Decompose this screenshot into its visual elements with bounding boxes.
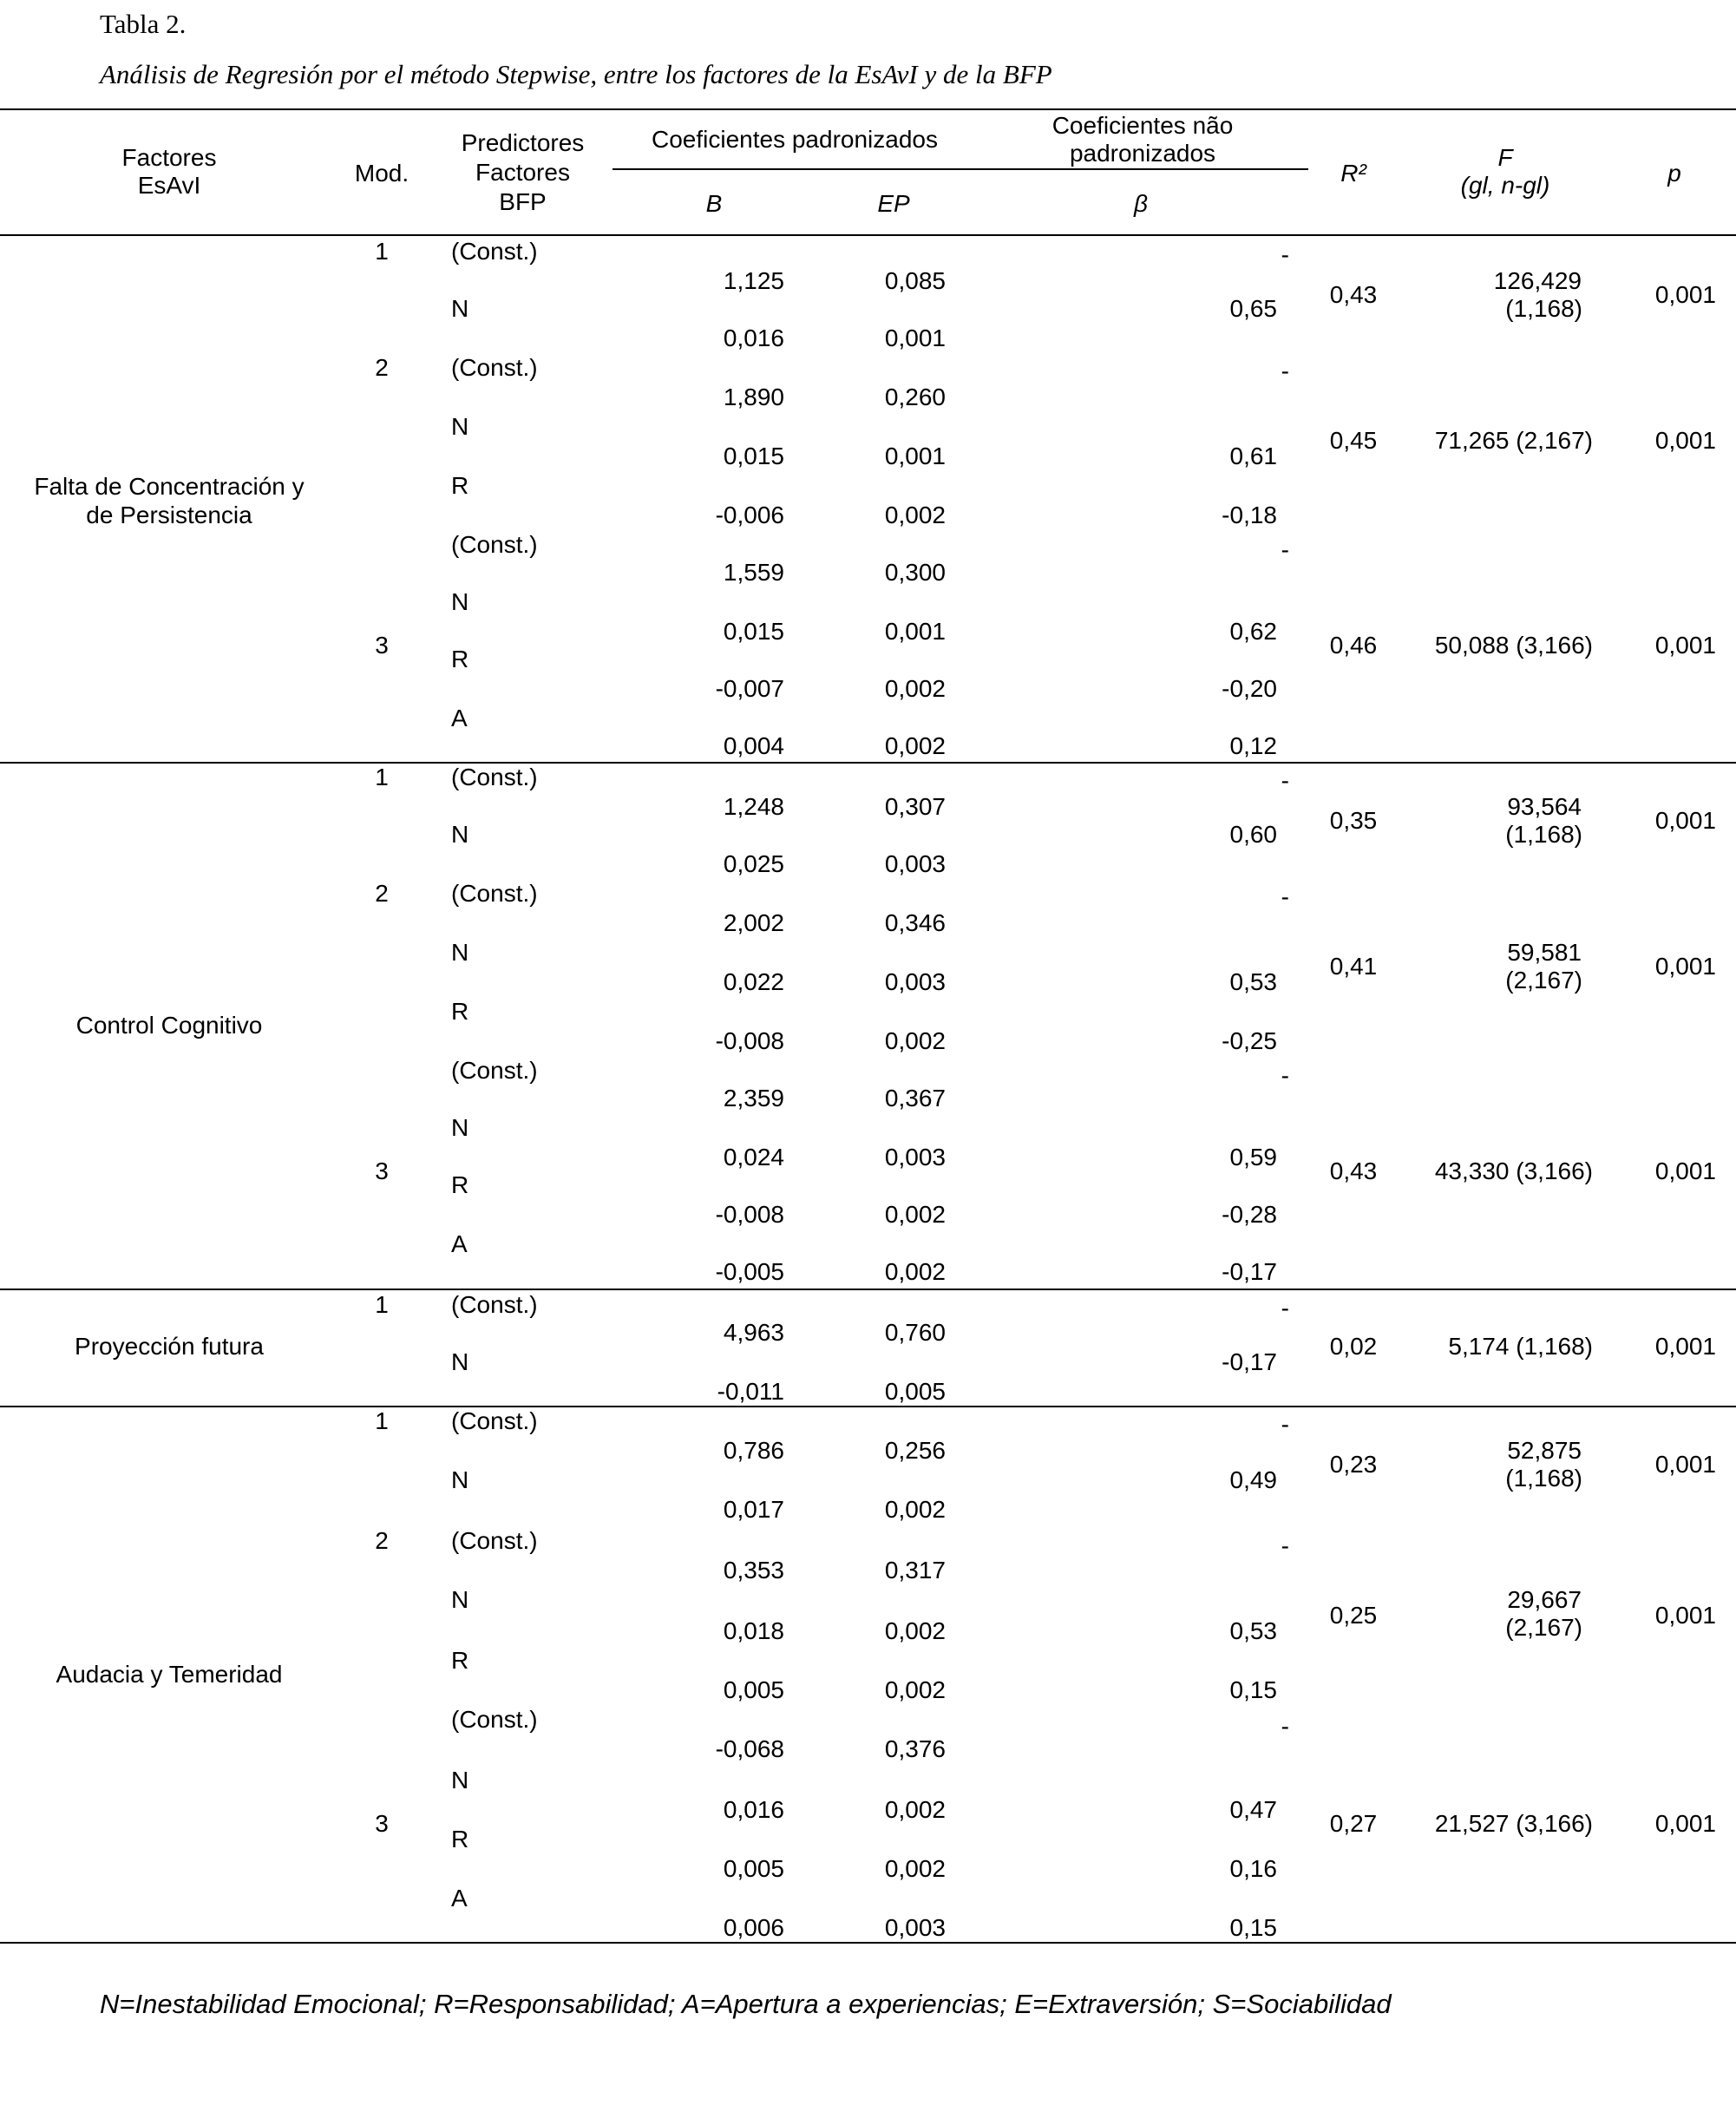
p-value: 0,001 <box>1654 281 1716 308</box>
coef-b-value: -0,068 <box>715 1735 784 1762</box>
p-value: 0,001 <box>1654 1810 1716 1837</box>
predictor-label: R <box>451 1647 469 1674</box>
coef-beta-value: 0,15 <box>1229 1676 1277 1703</box>
coef-ep-value: 0,002 <box>884 1617 946 1644</box>
coef-ep-value: 0,002 <box>884 1796 946 1823</box>
coef-b-value: 1,890 <box>723 384 784 410</box>
coef-b-value: 1,559 <box>723 559 784 586</box>
r2-value: 0,25 <box>1329 1602 1378 1629</box>
header-bottom-rule <box>0 234 1736 236</box>
predictor-label: N <box>451 939 469 966</box>
predictor-label: A <box>451 1885 468 1912</box>
model-number: 2 <box>375 880 389 907</box>
header-factores: Factores <box>121 144 217 171</box>
factor-label: Falta de Concentración y <box>34 473 305 500</box>
header-gl: (gl, n-gl) <box>1460 172 1550 199</box>
coef-beta-value: -0,18 <box>1222 502 1277 528</box>
f-value: (1,168) <box>1505 1465 1582 1492</box>
coef-b-value: -0,008 <box>715 1201 784 1228</box>
coef-beta-value: -0,20 <box>1222 675 1277 702</box>
coef-beta-value: -0,17 <box>1222 1348 1277 1375</box>
coef-ep-value: 0,002 <box>884 732 946 759</box>
f-value: 5,174 (1,168) <box>1448 1333 1593 1360</box>
model-number: 1 <box>375 238 389 265</box>
predictor-label: N <box>451 1767 469 1794</box>
model-number: 2 <box>375 354 389 381</box>
coef-beta-value: 0,59 <box>1229 1144 1277 1171</box>
predictor-label: (Const.) <box>451 1527 538 1554</box>
coef-ep-value: 0,317 <box>884 1557 946 1584</box>
p-value: 0,001 <box>1654 1602 1716 1629</box>
coef-ep-value: 0,002 <box>884 1258 946 1285</box>
coef-ep-value: 0,376 <box>884 1735 946 1762</box>
header-p: p <box>1667 160 1681 187</box>
factor-label: Audacia y Temeridad <box>56 1661 283 1688</box>
factor-label: Control Cognitivo <box>75 1012 263 1039</box>
coef-ep-value: 0,300 <box>884 559 946 586</box>
factor-label: de Persistencia <box>86 502 252 528</box>
coef-b-value: 0,005 <box>723 1676 784 1703</box>
predictor-label: (Const.) <box>451 1706 538 1733</box>
predictor-label: (Const.) <box>451 1291 538 1318</box>
coef-b-value: 0,004 <box>723 732 784 759</box>
coef-b-value: 2,002 <box>723 909 784 936</box>
coef-b-value: 0,016 <box>723 1796 784 1823</box>
r2-value: 0,45 <box>1329 427 1378 454</box>
group-bottom-rule <box>0 762 1736 764</box>
header-coef-padronizados: Coeficientes padronizados <box>652 126 938 153</box>
model-number: 3 <box>375 1157 389 1184</box>
coef-beta-value: - <box>1281 357 1289 384</box>
coef-beta-value: - <box>1281 1532 1289 1559</box>
coef-b-value: -0,011 <box>717 1378 784 1405</box>
model-number: 3 <box>375 1810 389 1837</box>
predictor-label: R <box>451 646 469 672</box>
coef-ep-value: 0,260 <box>884 384 946 410</box>
coef-b-value: 0,024 <box>723 1144 784 1171</box>
f-value: 43,330 (3,166) <box>1434 1157 1593 1184</box>
coef-beta-value: 0,47 <box>1229 1796 1277 1823</box>
f-value: 93,564 <box>1507 793 1582 820</box>
coef-b-value: 4,963 <box>723 1319 784 1346</box>
model-number: 3 <box>375 632 389 659</box>
coef-beta-value: 0,61 <box>1229 443 1277 469</box>
predictor-label: (Const.) <box>451 531 538 558</box>
group-bottom-rule <box>0 1289 1736 1290</box>
coef-ep-value: 0,002 <box>884 502 946 528</box>
header-ep: EP <box>877 190 910 217</box>
predictor-label: A <box>451 1230 468 1257</box>
f-value: (1,168) <box>1505 295 1582 322</box>
coef-ep-value: 0,346 <box>884 909 946 936</box>
group-bottom-rule <box>0 1406 1736 1407</box>
coef-b-value: 0,786 <box>723 1437 784 1464</box>
coef-ep-value: 0,003 <box>884 1914 946 1941</box>
predictor-label: N <box>451 1466 469 1493</box>
coef-beta-value: - <box>1281 1713 1289 1740</box>
header-beta: β <box>1134 190 1148 217</box>
predictor-label: R <box>451 1171 469 1198</box>
coef-beta-value: 0,65 <box>1229 295 1277 322</box>
p-value: 0,001 <box>1654 1333 1716 1360</box>
f-value: 59,581 <box>1507 939 1582 966</box>
model-number: 2 <box>375 1527 389 1554</box>
p-value: 0,001 <box>1654 1157 1716 1184</box>
predictor-label: N <box>451 588 469 615</box>
predictor-label: N <box>451 1586 469 1613</box>
coef-ep-value: 0,002 <box>884 1676 946 1703</box>
r2-value: 0,41 <box>1329 953 1378 980</box>
header-coef-nao-1: Coeficientes não <box>1051 112 1234 139</box>
f-value: 50,088 (3,166) <box>1434 632 1593 659</box>
coef-beta-value: 0,53 <box>1229 968 1277 995</box>
predictor-label: A <box>451 705 468 731</box>
header-predictores-factores: Factores <box>475 159 570 186</box>
predictor-label: (Const.) <box>451 880 538 907</box>
coef-b-value: 1,125 <box>723 267 784 294</box>
header-coef-nao-2: padronizados <box>1069 140 1216 167</box>
p-value: 0,001 <box>1654 953 1716 980</box>
coef-ep-value: 0,367 <box>884 1085 946 1112</box>
r2-value: 0,46 <box>1329 632 1378 659</box>
header-predictores-bfp: BFP <box>499 188 547 215</box>
p-value: 0,001 <box>1654 1451 1716 1478</box>
coef-b-value: 0,015 <box>723 618 784 645</box>
coef-ep-value: 0,001 <box>884 443 946 469</box>
r2-value: 0,27 <box>1329 1810 1378 1837</box>
predictor-label: (Const.) <box>451 354 538 381</box>
r2-value: 0,23 <box>1329 1451 1378 1478</box>
coef-beta-value: - <box>1281 883 1289 910</box>
coef-b-value: 0,018 <box>723 1617 784 1644</box>
f-value: 71,265 (2,167) <box>1434 427 1593 454</box>
coef-ep-value: 0,002 <box>884 675 946 702</box>
coef-beta-value: -0,17 <box>1222 1258 1277 1285</box>
coef-ep-value: 0,001 <box>884 325 946 351</box>
coef-b-value: -0,006 <box>715 502 784 528</box>
coef-ep-value: 0,760 <box>884 1319 946 1346</box>
r2-value: 0,35 <box>1329 807 1378 834</box>
table-top-rule <box>0 108 1736 110</box>
table-label: Tabla 2. <box>100 9 187 39</box>
p-value: 0,001 <box>1654 632 1716 659</box>
coef-b-value: 0,005 <box>723 1855 784 1882</box>
header-f: F <box>1497 144 1513 171</box>
coef-beta-value: - <box>1281 241 1289 268</box>
coef-ep-value: 0,002 <box>884 1027 946 1054</box>
coef-b-value: 2,359 <box>723 1085 784 1112</box>
p-value: 0,001 <box>1654 807 1716 834</box>
predictor-label: (Const.) <box>451 1407 538 1434</box>
predictor-label: N <box>451 821 469 848</box>
predictor-label: R <box>451 1826 469 1853</box>
predictor-label: N <box>451 413 469 440</box>
coef-beta-value: 0,49 <box>1229 1466 1277 1493</box>
coef-ep-value: 0,001 <box>884 618 946 645</box>
coef-ep-value: 0,003 <box>884 850 946 877</box>
coef-b-value: -0,007 <box>715 675 784 702</box>
header-b: B <box>705 190 723 217</box>
f-value: (2,167) <box>1505 1614 1582 1641</box>
coef-ep-value: 0,002 <box>884 1201 946 1228</box>
predictor-label: N <box>451 295 469 322</box>
coef-ep-value: 0,085 <box>884 267 946 294</box>
coef-b-value: 0,015 <box>723 443 784 469</box>
coef-b-value: 0,017 <box>723 1496 784 1523</box>
predictor-label: R <box>451 998 469 1025</box>
f-value: 21,527 (3,166) <box>1434 1810 1593 1837</box>
header-predictores: Predictores <box>461 129 585 156</box>
coef-ep-value: 0,002 <box>884 1855 946 1882</box>
coef-header-rule <box>613 168 1308 170</box>
coef-ep-value: 0,256 <box>884 1437 946 1464</box>
coef-b-value: 0,353 <box>723 1557 784 1584</box>
f-value: (2,167) <box>1505 967 1582 993</box>
p-value: 0,001 <box>1654 427 1716 454</box>
coef-beta-value: 0,15 <box>1229 1914 1277 1941</box>
f-value: 52,875 <box>1507 1437 1582 1464</box>
coef-beta-value: 0,62 <box>1229 618 1277 645</box>
table-title: Análisis de Regresión por el método Stepwise, entre los factores de la EsAvI y de la BFP <box>100 59 1052 89</box>
coef-b-value: 0,025 <box>723 850 784 877</box>
r2-value: 0,43 <box>1329 1157 1378 1184</box>
coef-beta-value: - <box>1281 1295 1289 1321</box>
predictor-label: R <box>451 472 469 499</box>
coef-b-value: 0,016 <box>723 325 784 351</box>
model-number: 1 <box>375 1291 389 1318</box>
predictor-label: (Const.) <box>451 238 538 265</box>
factor-label: Proyección futura <box>75 1333 264 1360</box>
coef-beta-value: 0,53 <box>1229 1617 1277 1644</box>
r2-value: 0,43 <box>1329 281 1378 308</box>
coef-beta-value: - <box>1281 1062 1289 1089</box>
predictor-label: N <box>451 1348 469 1375</box>
header-mod: Mod. <box>354 160 409 187</box>
predictor-label: N <box>451 1114 469 1141</box>
coef-beta-value: 0,12 <box>1229 732 1277 759</box>
predictor-label: (Const.) <box>451 1057 538 1084</box>
coef-b-value: -0,005 <box>715 1258 784 1285</box>
group-bottom-rule <box>0 1942 1736 1944</box>
f-value: (1,168) <box>1505 821 1582 848</box>
model-number: 1 <box>375 1407 389 1434</box>
model-number: 1 <box>375 764 389 790</box>
coef-ep-value: 0,002 <box>884 1496 946 1523</box>
coef-beta-value: - <box>1281 1411 1289 1438</box>
coef-beta-value: - <box>1281 536 1289 563</box>
coef-ep-value: 0,003 <box>884 968 946 995</box>
r2-value: 0,02 <box>1329 1333 1378 1360</box>
predictor-label: (Const.) <box>451 764 538 790</box>
coef-beta-value: - <box>1281 767 1289 794</box>
header-r2: R² <box>1340 160 1366 187</box>
coef-b-value: -0,008 <box>715 1027 784 1054</box>
coef-b-value: 0,006 <box>723 1914 784 1941</box>
table-footnote: N=Inestabilidad Emocional; R=Responsabilidad; A=Apertura a experiencias; E=Extraversión; S=Sociabilidad <box>100 1989 1392 2019</box>
coef-beta-value: 0,16 <box>1229 1855 1277 1882</box>
f-value: 29,667 <box>1507 1586 1582 1613</box>
coef-ep-value: 0,003 <box>884 1144 946 1171</box>
coef-ep-value: 0,005 <box>884 1378 946 1405</box>
coef-beta-value: -0,28 <box>1222 1201 1277 1228</box>
coef-b-value: 0,022 <box>723 968 784 995</box>
coef-ep-value: 0,307 <box>884 793 946 820</box>
coef-beta-value: 0,60 <box>1229 821 1277 848</box>
coef-b-value: 1,248 <box>723 793 784 820</box>
coef-beta-value: -0,25 <box>1222 1027 1277 1054</box>
f-value: 126,429 <box>1493 267 1582 294</box>
header-esavi: EsAvI <box>137 172 201 199</box>
